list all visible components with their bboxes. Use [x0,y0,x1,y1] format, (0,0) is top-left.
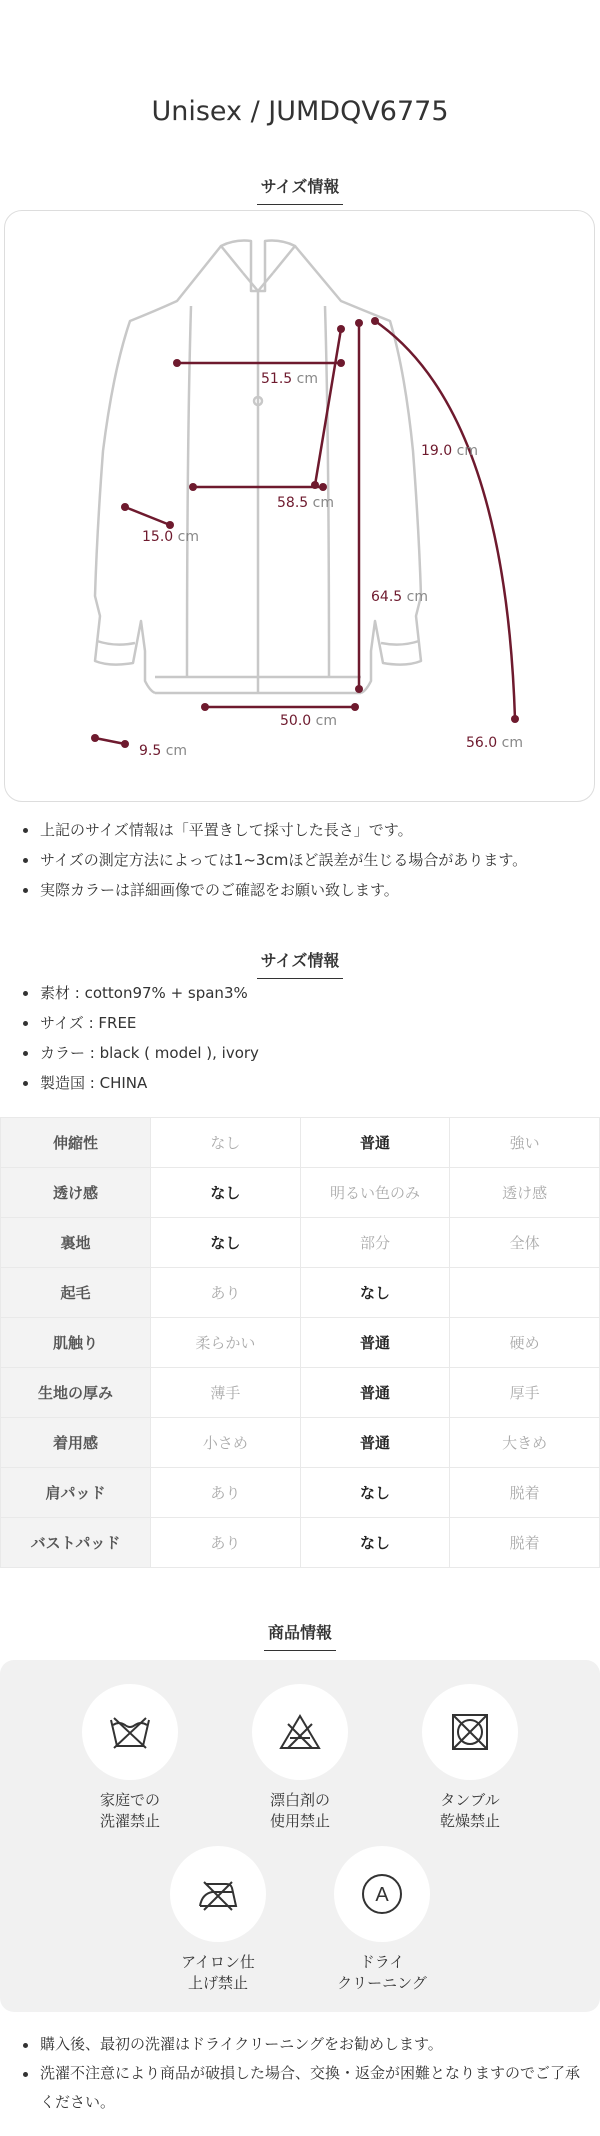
attribute-option: あり [151,1468,301,1518]
care-item-no-tumble-dry [405,1684,535,1832]
attribute-option-selected: なし [151,1168,301,1218]
care-icon-circle [82,1684,178,1780]
spec-item: 製造国 : CHINA [18,1068,588,1098]
attribute-label: 伸縮性 [1,1118,151,1168]
attribute-row [1,1268,600,1318]
attribute-option: 柔らかい [151,1318,301,1368]
size-note: 実際カラーは詳細画像でのご確認をお願い致します。 [18,875,588,905]
attribute-row [1,1418,600,1468]
fabric-attributes-table [0,1117,600,1568]
attribute-option-selected: なし [300,1518,450,1568]
attribute-label: 透け感 [1,1168,151,1218]
attribute-option: 脱着 [450,1518,600,1568]
attribute-label: バストパッド [1,1518,151,1568]
attribute-option-selected: なし [151,1218,301,1268]
care-item-dry-clean [317,1846,447,1994]
size-info-heading [0,174,600,205]
attribute-option-selected: 普通 [300,1318,450,1368]
length-measure: 64.5 cm [371,589,428,605]
armhole-measure: 15.0 cm [142,529,199,545]
care-instructions-box [0,1660,600,2012]
spec-item: サイズ : FREE [18,1008,588,1038]
attribute-option: 全体 [450,1218,600,1268]
attribute-label: 生地の厚み [1,1368,151,1418]
sleeve-top-measure: 19.0 cm [421,443,478,459]
care-item-no-bleach [235,1684,365,1832]
cuff-measure: 9.5 cm [139,743,188,759]
care-label: 漂白剤の 使用禁止 [269,1791,330,1830]
care-icon-circle [252,1684,348,1780]
no-tumble-dry-icon [450,1712,490,1752]
attribute-option: 厚手 [450,1368,600,1418]
product-title: Unisex / JUMDQV6775 [151,96,449,127]
no-iron-icon [196,1876,240,1912]
attribute-row [1,1518,600,1568]
attribute-option: 部分 [300,1218,450,1268]
hem-measure: 50.0 cm [280,713,337,729]
care-icon-circle [170,1846,266,1942]
attribute-label: 起毛 [1,1268,151,1318]
size-info-heading-text: サイズ情報 [257,174,344,205]
care-icon-circle [334,1846,430,1942]
spec-item: 素材 : cotton97% + span3% [18,978,588,1008]
care-label: アイロン仕 上げ禁止 [181,1953,255,1992]
attribute-option: あり [151,1268,301,1318]
attribute-option-selected: 普通 [300,1368,450,1418]
attribute-option: 薄手 [151,1368,301,1418]
care-heading-text: 商品情報 [264,1620,336,1651]
attribute-option: 強い [450,1118,600,1168]
attribute-label: 肌触り [1,1318,151,1368]
attribute-option: 小さめ [151,1418,301,1468]
attribute-row [1,1368,600,1418]
no-bleach-icon [278,1712,322,1752]
care-notes [18,2030,588,2117]
attribute-option: あり [151,1518,301,1568]
care-label: タンブル 乾燥禁止 [439,1791,500,1830]
attribute-label: 肩パッド [1,1468,151,1518]
care-icon-circle [422,1684,518,1780]
care-label: ドライ クリーニング [337,1953,427,1992]
attribute-label: 裏地 [1,1218,151,1268]
attribute-option: 脱着 [450,1468,600,1518]
care-note: 洗濯不注意により商品が破損した場合、交換・返金が困難となりますのでご了承ください。 [18,2059,588,2117]
attribute-row [1,1468,600,1518]
dry-clean-icon [360,1872,404,1916]
no-wash-icon [108,1712,152,1752]
size-note: サイズの測定方法によっては1~3cmほど誤差が生じる場合があります。 [18,845,588,875]
attribute-label: 着用感 [1,1418,151,1468]
care-label: 家庭での 洗濯禁止 [99,1791,160,1830]
attribute-option-selected: なし [300,1468,450,1518]
attribute-option: 大きめ [450,1418,600,1468]
attribute-option-selected: なし [300,1268,450,1318]
size-diagram [4,210,595,802]
spec-heading [0,948,600,979]
spec-heading-text: サイズ情報 [257,948,344,979]
attribute-option: なし [151,1118,301,1168]
attribute-option [450,1268,600,1318]
spec-item: カラー : black ( model ), ivory [18,1038,588,1068]
attribute-row [1,1168,600,1218]
care-item-no-wash [65,1684,195,1832]
sleeve-measure: 56.0 cm [466,735,523,751]
attribute-option: 明るい色のみ [300,1168,450,1218]
attribute-row [1,1118,600,1168]
jacket-outline [95,241,421,693]
care-heading [0,1620,600,1651]
care-item-no-iron [153,1846,283,1994]
svg-text:A: A [375,1884,389,1906]
attribute-row [1,1318,600,1368]
chest-measure: 58.5 cm [277,495,334,511]
attribute-row [1,1218,600,1268]
size-note: 上記のサイズ情報は「平置きして採寸した長さ」です。 [18,815,588,845]
spec-list [18,978,588,1098]
shoulder-measure: 51.5 cm [261,371,318,387]
attribute-option-selected: 普通 [300,1418,450,1468]
attribute-option-selected: 普通 [300,1118,450,1168]
care-note: 購入後、最初の洗濯はドライクリーニングをお勧めします。 [18,2030,588,2059]
attribute-option: 硬め [450,1318,600,1368]
size-notes [18,815,588,905]
attribute-option: 透け感 [450,1168,600,1218]
